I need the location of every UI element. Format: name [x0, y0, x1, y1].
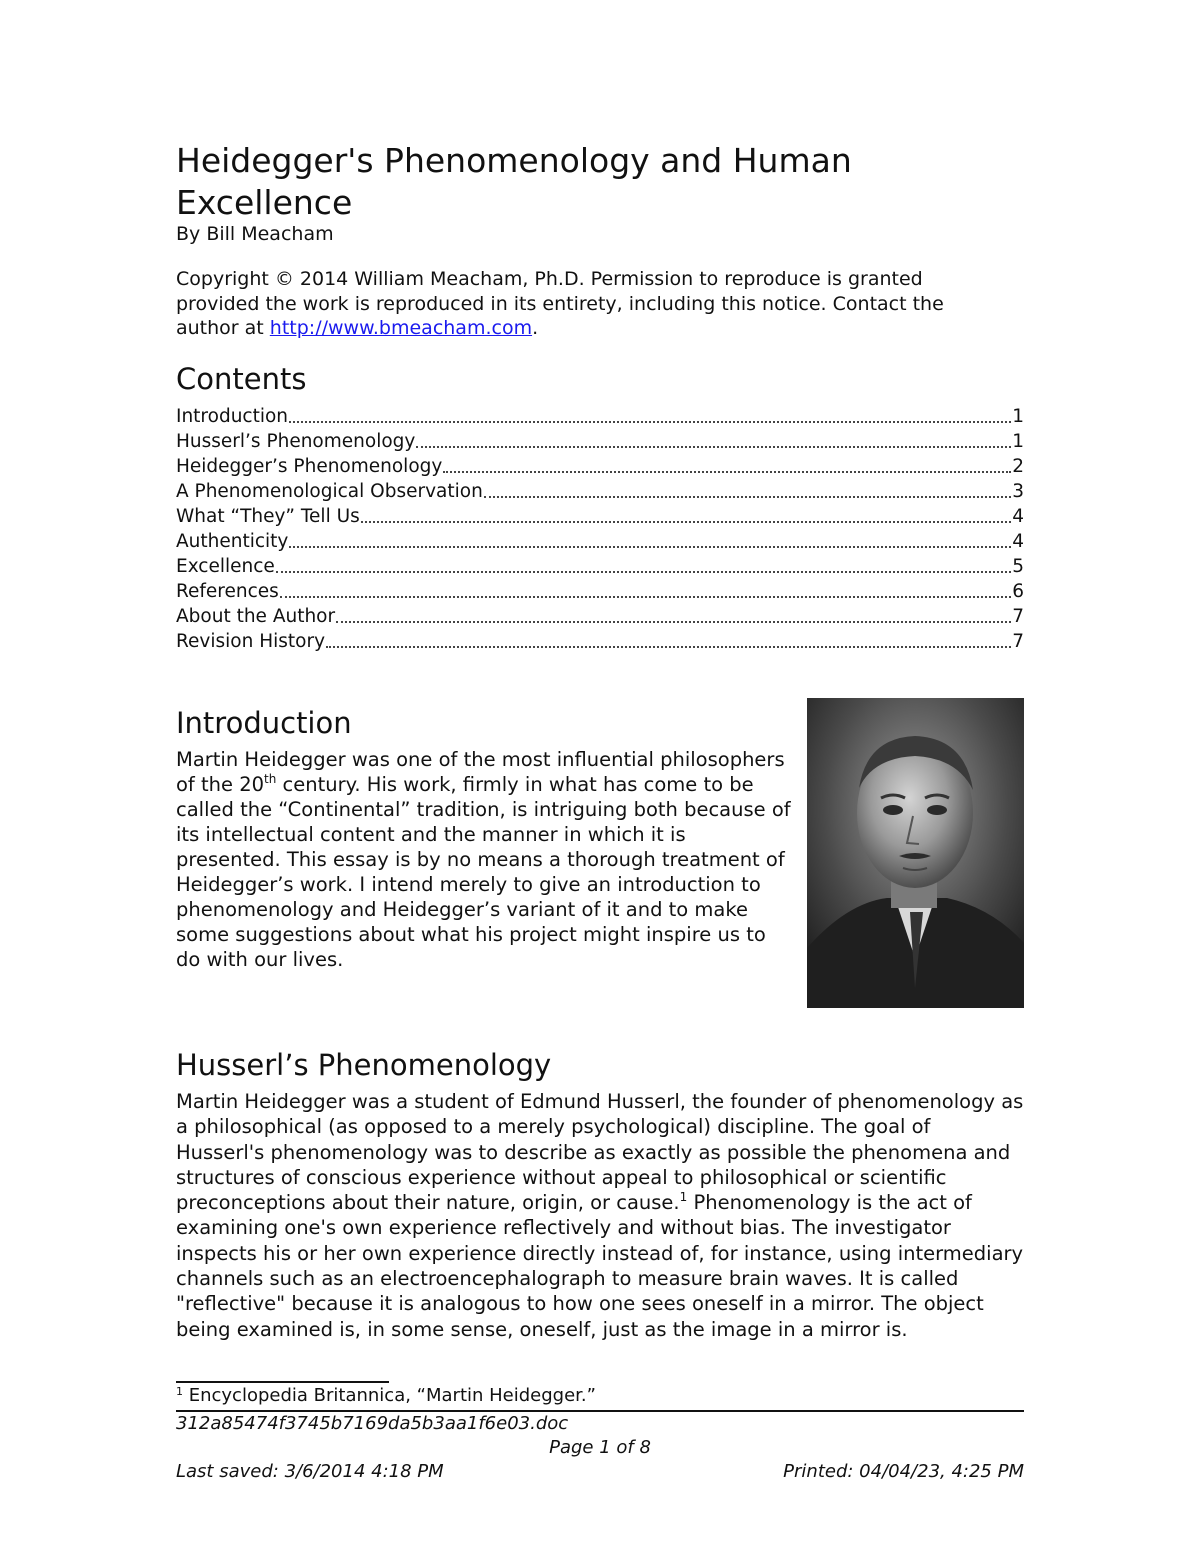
intro-text-part1: Martin Heidegger was one of the most influential philosophers of the 20: [176, 748, 785, 796]
toc-entry-page: 4: [1012, 531, 1024, 552]
toc-entry-title: Revision History: [176, 631, 326, 652]
footer-separator: [176, 1410, 1024, 1412]
toc-entry-page: 7: [1012, 631, 1024, 652]
toc-entry-title: About the Author: [176, 606, 336, 627]
husserl-text-part1: Martin Heidegger was a student of Edmund Husserl, the founder of phenomenology as a philosophical (as opposed to a merely psychological) discipline. The goal of Husserl's phenomenology was to describe as exactly as possible the phenomena and structures of conscious experience without appeal to philosophical or scientific preconceptions about their nature, origin, or cause.: [176, 1090, 1024, 1215]
toc-entry-title: What “They” Tell Us: [176, 506, 360, 527]
contents-heading: Contents: [176, 362, 307, 396]
husserl-paragraph: [176, 1089, 1024, 1342]
toc-entry-title: Authenticity: [176, 531, 289, 552]
toc-dot-leader: [443, 471, 1011, 473]
toc-entry[interactable]: [176, 504, 1024, 529]
toc-entry[interactable]: [176, 529, 1024, 554]
toc-entry-page: 5: [1012, 556, 1024, 577]
author-byline: By Bill Meacham: [176, 223, 334, 245]
ordinal-superscript: th: [264, 772, 277, 786]
toc-entry-title: Heidegger’s Phenomenology: [176, 456, 443, 477]
copyright-notice: [176, 267, 1006, 341]
footer-printed-date: Printed: 04/04/23, 4:25 PM: [783, 1461, 1024, 1482]
toc-dot-leader: [336, 621, 1011, 623]
husserl-heading: Husserl’s Phenomenology: [176, 1048, 552, 1082]
toc-entry[interactable]: [176, 554, 1024, 579]
toc-entry[interactable]: [176, 604, 1024, 629]
heidegger-portrait-photo: [807, 698, 1024, 1008]
document-title: Heidegger's Phenomenology and Human Excellence: [176, 141, 852, 222]
portrait-image: [807, 698, 1024, 1008]
toc-entry[interactable]: [176, 479, 1024, 504]
footnote-reference[interactable]: 1: [679, 1190, 688, 1205]
toc-entry-title: Excellence: [176, 556, 275, 577]
footer-page-number: Page 1 of 8: [549, 1437, 651, 1458]
toc-entry-title: A Phenomenological Observation: [176, 481, 483, 502]
toc-entry-title: Introduction: [176, 406, 289, 427]
husserl-text-part2: Phenomenology is the act of examining one's own experience reflectively and without bias. The investigator inspects his or her own experience directly instead of, for instance, using intermediary channels such as an electroencephalograph to measure brain waves. It is called "reflective" because it is analogous to how one sees oneself in a mirror. The object being examined is, in some sense, oneself, just as the image in a mirror is.: [176, 1191, 1024, 1341]
toc-entry-page: 1: [1012, 431, 1024, 452]
introduction-paragraph: [176, 747, 792, 972]
footnote-separator: [176, 1381, 389, 1383]
toc-entry[interactable]: [176, 404, 1024, 429]
copyright-text: Copyright © 2014 William Meacham, Ph.D. Permission to reproduce is granted provided the work is reproduced in its entirety, including this notice. Contact the author at: [176, 268, 944, 339]
footer-filename: 312a85474f3745b7169da5b3aa1f6e03.doc: [176, 1413, 569, 1434]
toc-dot-leader: [276, 571, 1011, 573]
footnote-number: 1: [176, 1385, 183, 1398]
toc-entry[interactable]: [176, 629, 1024, 654]
footer-last-saved: Last saved: 3/6/2014 4:18 PM: [176, 1461, 444, 1482]
toc-dot-leader: [280, 596, 1011, 598]
footnote: [176, 1385, 596, 1407]
toc-entry-page: 7: [1012, 606, 1024, 627]
toc-dot-leader: [484, 496, 1011, 498]
table-of-contents: [176, 404, 1024, 654]
toc-entry-page: 3: [1012, 481, 1024, 502]
toc-dot-leader: [416, 446, 1011, 448]
toc-entry-page: 2: [1012, 456, 1024, 477]
toc-entry[interactable]: [176, 429, 1024, 454]
author-website-link[interactable]: http://www.bmeacham.com: [269, 317, 533, 339]
toc-entry[interactable]: [176, 454, 1024, 479]
toc-entry-page: 6: [1012, 581, 1024, 602]
toc-entry-title: References: [176, 581, 279, 602]
toc-entry-title: Husserl’s Phenomenology: [176, 431, 416, 452]
toc-entry-page: 1: [1012, 406, 1024, 427]
introduction-heading: Introduction: [176, 706, 352, 740]
intro-text-part2: century. His work, firmly in what has come to be called the “Continental” tradition, is intriguing both because of its intellectual content and the manner in which it is presented. This essay is by no means a thorough treatment of Heidegger’s work. I intend merely to give an introduction to phenomenology and Heidegger’s variant of it and to make some suggestions about what his project might inspire us to do with our lives.: [176, 773, 791, 971]
toc-dot-leader: [361, 521, 1011, 523]
toc-entry[interactable]: [176, 579, 1024, 604]
toc-dot-leader: [289, 421, 1011, 423]
toc-entry-page: 4: [1012, 506, 1024, 527]
toc-dot-leader: [289, 546, 1011, 548]
footnote-text: Encyclopedia Britannica, “Martin Heidegger.”: [183, 1385, 596, 1406]
copyright-period: .: [532, 317, 539, 339]
toc-dot-leader: [326, 646, 1011, 648]
